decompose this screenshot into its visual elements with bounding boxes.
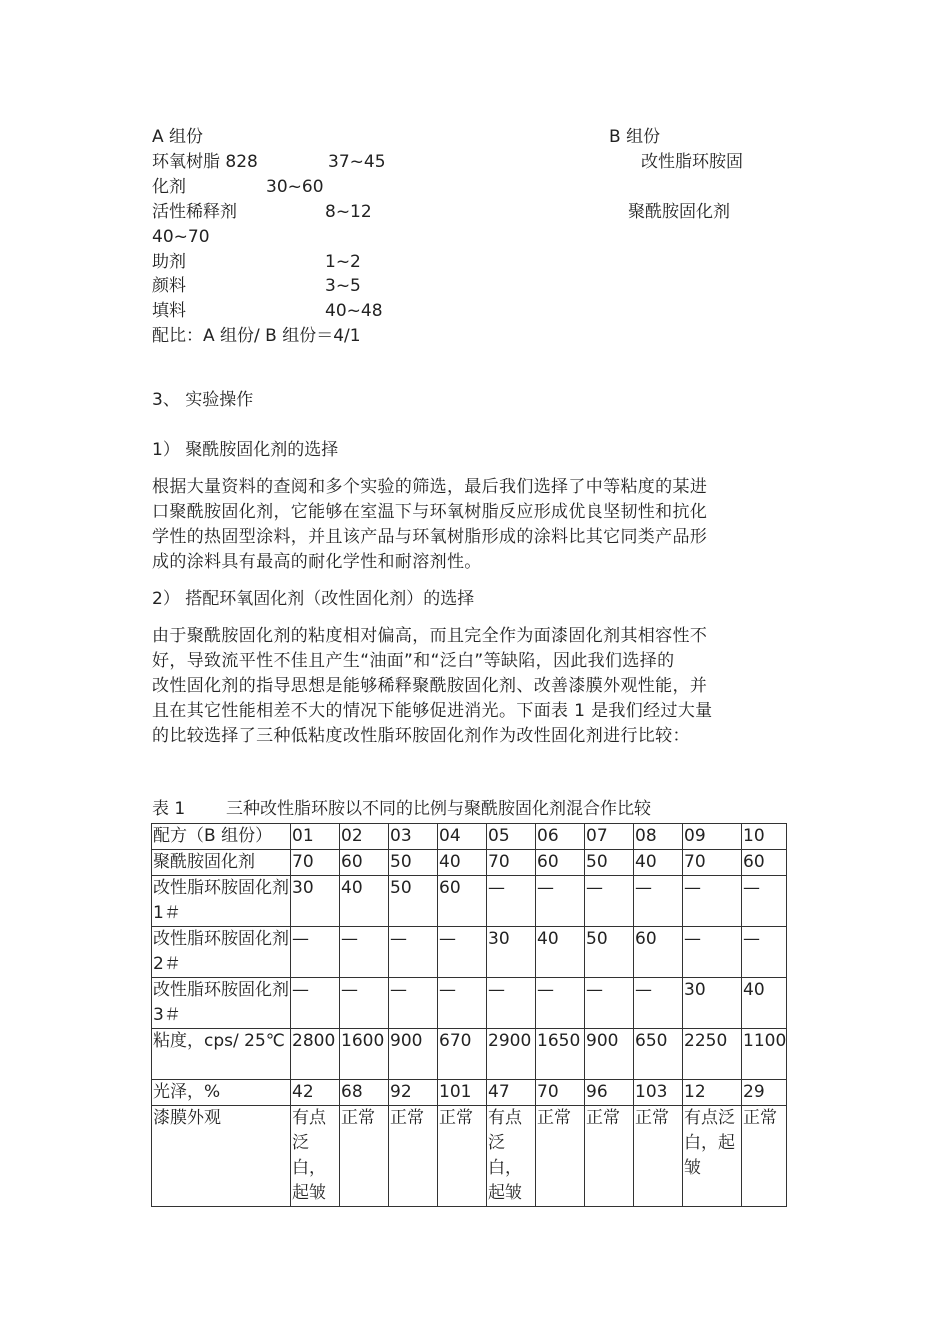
data-cell: — xyxy=(742,927,787,978)
data-cell: 70 xyxy=(291,850,340,876)
data-cell: 正常 xyxy=(634,1106,683,1207)
row-label-cell: 漆膜外观 xyxy=(152,1106,291,1207)
data-cell: — xyxy=(389,927,438,978)
sub2-line: 好，导致流平性不佳且产生“油面”和“泛白”等缺陷，因此我们选择的 xyxy=(152,651,675,671)
data-cell: 1100 xyxy=(742,1029,787,1080)
data-cell: 2800 xyxy=(291,1029,340,1080)
row-label-cell: 聚酰胺固化剂 xyxy=(152,850,291,876)
data-cell: 50 xyxy=(585,927,634,978)
data-cell: 30 xyxy=(487,927,536,978)
header-cell: 06 xyxy=(536,824,585,850)
a3-name: 助剂 xyxy=(152,252,186,272)
data-cell: 70 xyxy=(683,850,742,876)
data-cell: 50 xyxy=(389,850,438,876)
data-cell: — xyxy=(585,876,634,927)
b1-name-part1: 改性脂环胺固 xyxy=(641,152,743,172)
data-cell: 有点泛白，起皱 xyxy=(683,1106,742,1207)
data-cell: 650 xyxy=(634,1029,683,1080)
sub2-line: 且在其它性能相差不大的情况下能够促进消光。下面表 1 是我们经过大量 xyxy=(152,701,713,721)
data-cell: 29 xyxy=(742,1080,787,1106)
header-cell: 01 xyxy=(291,824,340,850)
data-cell: 670 xyxy=(438,1029,487,1080)
a3-range: 1~2 xyxy=(325,252,361,272)
header-cell: 04 xyxy=(438,824,487,850)
sub2-line: 的比较选择了三种低粘度改性脂环胺固化剂作为改性固化剂进行比较： xyxy=(152,726,690,746)
b1-range: 30~60 xyxy=(266,177,324,197)
row-label-cell: 改性脂环胺固化剂 2＃ xyxy=(152,927,291,978)
data-cell: 40 xyxy=(340,876,389,927)
sub1-paragraph xyxy=(152,475,774,575)
sub1-line: 学性的热固型涂料，并且该产品与环氧树脂形成的涂料比其它同类产品形 xyxy=(152,527,708,547)
sub2-line: 改性固化剂的指导思想是能够稀释聚酰胺固化剂、改善漆膜外观性能，并 xyxy=(152,676,708,696)
data-cell: 96 xyxy=(585,1080,634,1106)
row-label-cell: 改性脂环胺固化剂 3＃ xyxy=(152,978,291,1029)
data-cell: — xyxy=(389,978,438,1029)
table-caption-text: 三种改性脂环胺以不同的比例与聚酰胺固化剂混合作比较 xyxy=(226,799,651,819)
a2-name: 活性稀释剂 xyxy=(152,202,237,222)
data-cell: 900 xyxy=(585,1029,634,1080)
sub1-line: 根据大量资料的查阅和多个实验的筛选，最后我们选择了中等粘度的某进 xyxy=(152,477,708,497)
sub1-line: 成的涂料具有最高的耐化学性和耐溶剂性。 xyxy=(152,552,482,572)
data-cell: 42 xyxy=(291,1080,340,1106)
data-cell: 60 xyxy=(634,927,683,978)
ratio-line: 配比：A 组份/ B 组份＝4/1 xyxy=(152,326,361,346)
data-cell: 有点泛白，起皱 xyxy=(487,1106,536,1207)
b-component-header: B 组份 xyxy=(609,127,661,147)
data-cell: — xyxy=(487,876,536,927)
data-cell: 2900 xyxy=(487,1029,536,1080)
b1-name-part2: 化剂 xyxy=(152,177,186,197)
data-cell: 2250 xyxy=(683,1029,742,1080)
data-cell: 1600 xyxy=(340,1029,389,1080)
data-cell: — xyxy=(536,978,585,1029)
data-cell: — xyxy=(585,978,634,1029)
sub1-heading: 1） 聚酰胺固化剂的选择 xyxy=(152,440,339,460)
data-cell: 正常 xyxy=(742,1106,787,1207)
table-row xyxy=(152,876,787,927)
header-cell: 07 xyxy=(585,824,634,850)
data-cell: 47 xyxy=(487,1080,536,1106)
data-cell: 40 xyxy=(634,850,683,876)
row-label-cell: 光泽，% xyxy=(152,1080,291,1106)
header-cell: 05 xyxy=(487,824,536,850)
data-cell: 30 xyxy=(291,876,340,927)
table-row xyxy=(152,978,787,1029)
a1-name: 环氧树脂 828 xyxy=(152,152,258,172)
data-cell: — xyxy=(683,876,742,927)
data-cell: 60 xyxy=(438,876,487,927)
data-cell: 正常 xyxy=(438,1106,487,1207)
data-cell: 正常 xyxy=(585,1106,634,1207)
data-cell: 40 xyxy=(438,850,487,876)
data-cell: 正常 xyxy=(340,1106,389,1207)
data-cell: — xyxy=(291,927,340,978)
a1-range: 37~45 xyxy=(328,152,386,172)
table-header-row xyxy=(152,824,787,850)
comparison-table xyxy=(151,823,787,1207)
data-cell: 103 xyxy=(634,1080,683,1106)
sub2-heading: 2） 搭配环氧固化剂（改性固化剂）的选择 xyxy=(152,589,475,609)
sub2-line: 由于聚酰胺固化剂的粘度相对偏高，而且完全作为面漆固化剂其相容性不 xyxy=(152,626,708,646)
header-cell: 08 xyxy=(634,824,683,850)
data-cell: 68 xyxy=(340,1080,389,1106)
data-cell: 50 xyxy=(389,876,438,927)
data-cell: — xyxy=(438,978,487,1029)
row-label-cell: 粘度，cps/ 25℃ xyxy=(152,1029,291,1080)
data-cell: — xyxy=(291,978,340,1029)
data-cell: 70 xyxy=(487,850,536,876)
header-cell: 10 xyxy=(742,824,787,850)
section-3-heading: 3、 实验操作 xyxy=(152,390,254,410)
table-row xyxy=(152,1080,787,1106)
a2-range: 8~12 xyxy=(325,202,372,222)
data-cell: — xyxy=(536,876,585,927)
data-cell: — xyxy=(340,927,389,978)
data-cell: — xyxy=(438,927,487,978)
data-cell: 1650 xyxy=(536,1029,585,1080)
table-row xyxy=(152,850,787,876)
data-cell: 40 xyxy=(742,978,787,1029)
data-cell: 60 xyxy=(536,850,585,876)
data-cell: — xyxy=(683,927,742,978)
data-cell: — xyxy=(634,876,683,927)
data-cell: 40 xyxy=(536,927,585,978)
row-label-cell: 改性脂环胺固化剂 1＃ xyxy=(152,876,291,927)
data-cell: 70 xyxy=(536,1080,585,1106)
data-cell: — xyxy=(340,978,389,1029)
table-caption-label: 表 1 xyxy=(152,799,186,819)
header-cell: 02 xyxy=(340,824,389,850)
data-cell: 50 xyxy=(585,850,634,876)
sub1-line: 口聚酰胺固化剂，它能够在室温下与环氧树脂反应形成优良坚韧性和抗化 xyxy=(152,502,708,522)
data-cell: 正常 xyxy=(389,1106,438,1207)
table-row xyxy=(152,1029,787,1080)
data-cell: — xyxy=(634,978,683,1029)
data-cell: 有点泛白，起皱 xyxy=(291,1106,340,1207)
header-cell: 03 xyxy=(389,824,438,850)
data-cell: 30 xyxy=(683,978,742,1029)
b2-range: 40~70 xyxy=(152,227,210,247)
a5-range: 40~48 xyxy=(325,301,383,321)
data-cell: 正常 xyxy=(536,1106,585,1207)
a-component-header: A 组份 xyxy=(152,127,204,147)
data-cell: — xyxy=(742,876,787,927)
data-cell: 12 xyxy=(683,1080,742,1106)
header-cell: 配方（B 组份） xyxy=(152,824,291,850)
a4-name: 颜料 xyxy=(152,276,186,296)
b2-name: 聚酰胺固化剂 xyxy=(628,202,730,222)
data-cell: 101 xyxy=(438,1080,487,1106)
table-row xyxy=(152,1106,787,1207)
a5-name: 填料 xyxy=(152,301,186,321)
data-cell: 60 xyxy=(340,850,389,876)
a4-range: 3~5 xyxy=(325,276,361,296)
data-cell: 92 xyxy=(389,1080,438,1106)
data-cell: 900 xyxy=(389,1029,438,1080)
data-cell: — xyxy=(487,978,536,1029)
header-cell: 09 xyxy=(683,824,742,850)
table-row xyxy=(152,927,787,978)
data-cell: 60 xyxy=(742,850,787,876)
sub2-paragraph xyxy=(152,624,774,749)
